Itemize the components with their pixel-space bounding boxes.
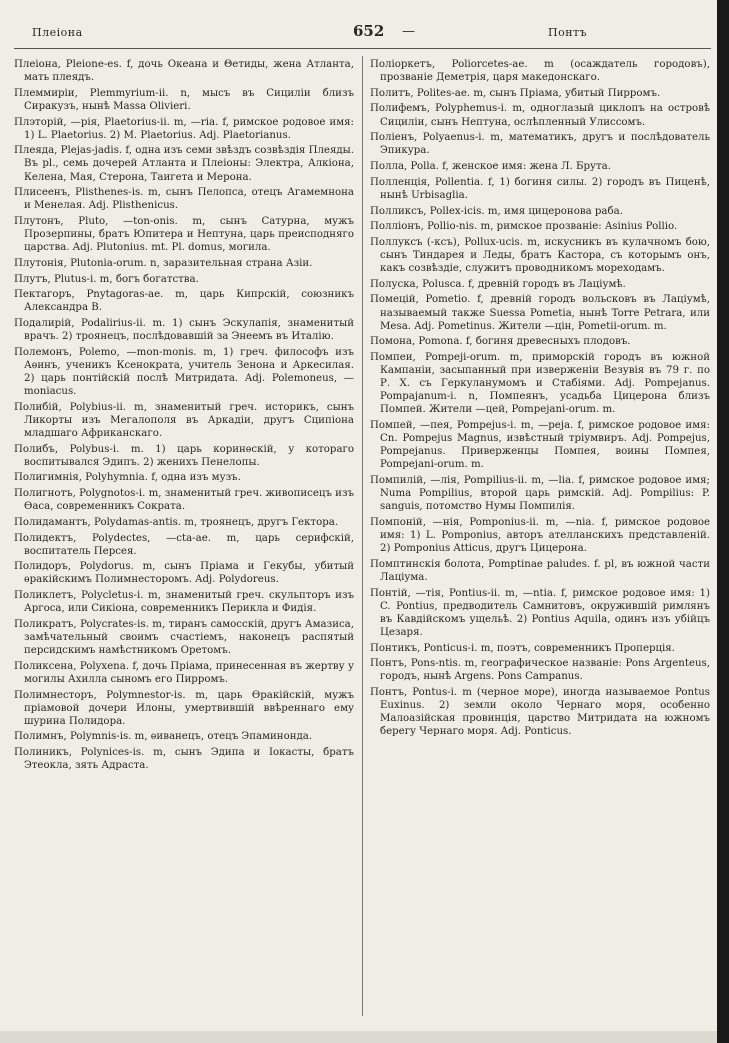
- dictionary-entry: Полидамантъ, Polydamas-antis. m, троянецъ, другъ Гектора.: [14, 516, 339, 528]
- dictionary-entry: Поликсена, Polyxena. f, дочь Пріама, принесенная въ жертву у могилы Ахилла сыномъ его Пирромъ.: [14, 660, 354, 685]
- dictionary-entry: Подалирій, Podalirius-ii. m. 1) сынъ Эскулапія, знаменитый врачъ. 2) троянецъ, послѣдовавшій за Энеемъ въ Италію.: [14, 318, 354, 343]
- dictionary-entry: Помпоній, —нія, Pomponius-ii. m, —nia. f, римское родовое имя: 1) L. Pomponius, авторъ ателланскихъ представленій. 2) Pomponius Atticus, другъ Цицерона.: [370, 516, 710, 555]
- header-rule: [14, 48, 711, 49]
- dictionary-entry: Плисеенъ, Plisthenes-is. m, сынъ Пелопса, отецъ Агамемнона и Менелая. Adj. Plisthenicus.: [14, 187, 354, 212]
- running-head-right: Понтъ: [548, 26, 588, 39]
- right-column: [370, 58, 710, 741]
- dictionary-entry: Полемонъ, Polemo, —mon-monis. m, 1) греч. философъ изъ Аѳинъ, ученикъ Ксенократа, учитель Зенона и Аркесилая. 2) царь понтійскій послѣ Митридата. Adj. Polemoneus, —moniacus.: [14, 346, 354, 398]
- dictionary-entry: Поликратъ, Polycrates-is. m, тиранъ самосскій, другъ Амазиса, замѣчательный своимъ счастіемъ, наконецъ распятый персидскимъ намѣстникомъ Оретомъ.: [14, 618, 354, 657]
- page-bottom-margin: [0, 1031, 717, 1043]
- page-number: 652: [353, 22, 385, 40]
- scan-edge: [717, 0, 729, 1043]
- dictionary-entry: Пектагоръ, Pnytagoras-ae. m, царь Кипрскій, союзникъ Александра В.: [14, 289, 354, 314]
- dictionary-entry: Полибій, Polybius-ii. m, знаменитый греч. историкъ, сынъ Ликорты изъ Мегалополя въ Аркадіи, другъ Сципіона младшаго Африканскаго.: [14, 401, 354, 439]
- dictionary-entry: Понтій, —тія, Pontius-ii. m, —ntia. f, римское родовое имя: 1) C. Pontius, предводитель Самнитовъ, окружившій римлянъ въ Кавдійскомъ ущельѣ. 2) Pontius Aquila, одинъ изъ убійцъ Цезаря.: [370, 587, 710, 638]
- dictionary-entry: Полифемъ, Polyphemus-i. m, одноглазый циклопъ на островѣ Сициліи, сынъ Нептуна, ослѣпленный Улиссомъ.: [370, 103, 710, 128]
- header-dash: —: [402, 24, 415, 39]
- dictionary-entry: Понтикъ, Ponticus-i. m, поэтъ, современникъ Проперція.: [370, 642, 675, 654]
- dictionary-entry: Плеіона, Pleione-es. f, дочь Океана и Θетиды, жена Атланта, мать плеядъ.: [14, 59, 354, 84]
- dictionary-entry: Помецій, Pometio. f, древній городъ вольсковъ въ Лаціумѣ, называемый также Suessa Pometia, нынѣ Torre Petrara, или Mesa. Adj. Pometinus. Жители —цін, Pometii-orum. m.: [370, 294, 710, 332]
- dictionary-entry: Полигнотъ, Polygnotos-i. m, знаменитый греч. живописецъ изъ Ѳаса, современникъ Сократа.: [14, 488, 354, 513]
- page-header: [10, 20, 711, 44]
- dictionary-entry: Полидоръ, Polydorus. m, сынъ Пріама и Гекубы, убитый ѳракійскимъ Полимнесторомъ. Adj. Polydoreus.: [14, 561, 354, 586]
- dictionary-entry: Плэторій, —рія, Plaetorius-ii. m, —ria. f, римское родовое имя: 1) L. Plaetorius. 2) M. Plaetorius. Adj. Plaetorianus.: [14, 116, 354, 141]
- dictionary-entry: Помпилій, —лія, Pompilius-ii. m, —lia. f, римское родовое имя; Numa Pompilius, второй царь римскій. Adj. Pompilius: P. sanguis, потомство Нумы Помпилія.: [370, 475, 710, 513]
- dictionary-entry: Понтъ, Pontus-i. m (черное море), иногда называемое Pontus Euxinus. 2) земли около Чернаго моря, особенно Малоазійская провинція, царство Митридата на южномъ берегу Чернаго моря. Adj. Ponticus.: [370, 687, 710, 738]
- dictionary-entry: Поллуксъ (-ксъ), Pollux-ucis. m, искусникъ въ кулачномъ бою, сынъ Тиндарея и Леды, братъ Кастора, съ которымъ онъ, какъ созвѣздіе, служитъ проводникомъ мореходамъ.: [370, 236, 710, 275]
- left-column: [14, 58, 354, 775]
- dictionary-entry: Полимнъ, Polymnis-is. m, ѳиванецъ, отецъ Эпаминонда.: [14, 731, 313, 743]
- dictionary-entry: Полліонъ, Pollio-nis. m, римское прозваніе: Asinius Pollio.: [370, 221, 678, 233]
- running-head-left: Плеіона: [32, 26, 83, 39]
- dictionary-entry: Полигимнія, Polyhymnia. f, одна изъ музъ.: [14, 472, 241, 484]
- column-divider: [362, 56, 363, 1016]
- dictionary-entry: Поліоркетъ, Poliorcetes-ae. m (осаждатель городовъ), прозваніе Деметрія, царя македонскаго.: [370, 59, 710, 84]
- dictionary-entry: Помона, Pomona. f, богиня древесныхъ плодовъ.: [370, 336, 631, 348]
- dictionary-entry: Плеяда, Plejas-jadis. f, одна изъ семи звѣздъ созвѣздія Плеяды. Въ pl., семь дочерей Атланта и Плеіоны: Электра, Алкіона, Келена, Мая, Стерона, Таигета и Мерона.: [14, 145, 354, 183]
- dictionary-entry: Полленція, Pollentia. f, 1) богиня силы. 2) городъ въ Пиценѣ, нынѣ Urbisaglia.: [370, 176, 710, 201]
- dictionary-entry: Помптинскія болота, Pomptinae paludes. f. pl, въ южной части Лаціума.: [370, 558, 710, 583]
- dictionary-entry: Племмиріи, Plemmyrium-ii. n, мысъ въ Сициліи близъ Сиракузъ, нынѣ Massa Olivieri.: [14, 87, 354, 112]
- dictionary-entry: Помпей, —пея, Pompejus-i. m, —peja. f, римское родовое имя: Cn. Pompejus Magnus, извѣстный тріумвиръ. Adj. Pompejus, Pompejanus. Приверженцы Помпея, воины Помпея, Pompejani-orum. m.: [370, 420, 710, 471]
- dictionary-entry: Плутъ, Plutus-i. m, богъ богатства.: [14, 273, 199, 285]
- dictionary-entry: Поліенъ, Polyaenus-i. m, математикъ, другъ и послѣдователь Эпикура.: [370, 132, 710, 157]
- dictionary-entry: Полуска, Polusca. f, древній городъ въ Лаціумѣ.: [370, 278, 626, 290]
- dictionary-entry: Полликсъ, Pollex-icis. m, имя цицеронова раба.: [370, 205, 623, 217]
- dictionary-entry: Полла, Polla. f, женское имя: жена Л. Брута.: [370, 161, 611, 173]
- dictionary-entry: Плутонъ, Pluto, —ton-onis. m, сынъ Сатурна, мужъ Прозерпины, братъ Юпитера и Нептуна, царь преисподняго царства. Adj. Plutonius. mt. Pl. domus, могила.: [14, 216, 354, 254]
- dictionary-entry: Полибъ, Polybus-i. m. 1) царь коринѳскій, у котораго воспитывался Эдипъ. 2) женихъ Пенелопы.: [14, 443, 354, 468]
- dictionary-entry: Плутонія, Plutonia-orum. n, заразительная страна Азіи.: [14, 257, 313, 269]
- dictionary-entry: Полимнесторъ, Polymnestor-is. m, царь Ѳракійскій, мужъ пріамовой дочери Илоны, умертвившій ввѣреннаго ему шурина Полидора.: [14, 689, 354, 727]
- dictionary-entry: Понтъ, Pons-ntis. m, географическое названіе: Pons Argenteus, городъ, нынѣ Argens. Pons Campanus.: [370, 658, 710, 683]
- dictionary-entry: Полидектъ, Polydectes, —cta-ae. m, царь серифскій, воспитатель Персея.: [14, 532, 354, 557]
- dictionary-entry: Поликлетъ, Polycletus-i. m, знаменитый греч. скульпторъ изъ Аргоса, или Сикіона, современникъ Перикла и Фидія.: [14, 590, 354, 615]
- dictionary-entry: Политъ, Polites-ae. m, сынъ Пріама, убитый Пирромъ.: [370, 87, 661, 99]
- dictionary-entry: Полиникъ, Polynices-is. m, сынъ Эдипа и Іокасты, братъ Этеокла, зять Адраста.: [14, 747, 354, 772]
- dictionary-entry: Помпеи, Pompeji-orum. m, приморскій городъ въ южной Кампаніи, засыпанный при изверженіи Везувія въ 79 г. по Р. Х. съ Геркуланумомъ и Стабіями. Adj. Pompejanus. Pompajanum-i. n, Помпеянъ, усадьба Цицерона близъ Помпей. Жители —цей, Pompejani-orum. m.: [370, 352, 710, 416]
